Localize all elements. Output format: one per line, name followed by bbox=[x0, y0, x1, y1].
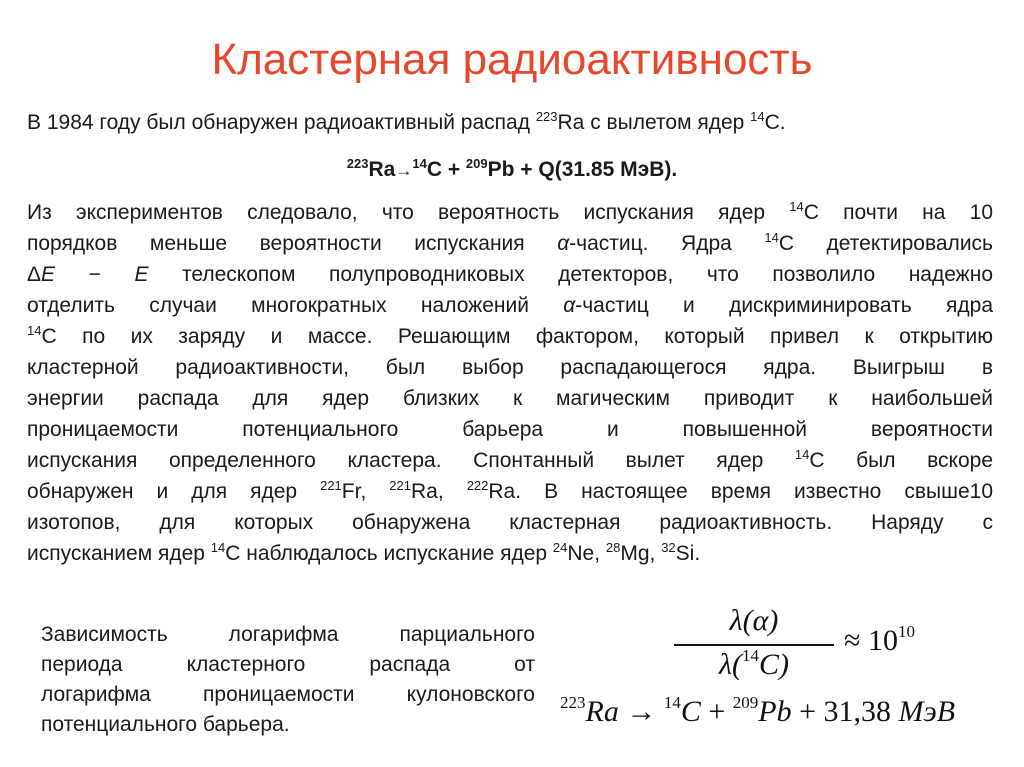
text: Si. bbox=[675, 542, 701, 565]
paragraph-line: изотопов, для которых обнаружена кластерная радиоактивность. Наряду с bbox=[27, 511, 993, 534]
mass-number: 14 bbox=[764, 230, 779, 245]
mass-number: 221 bbox=[320, 478, 342, 493]
energy-symbol: E bbox=[134, 263, 149, 286]
text: Ra, bbox=[411, 480, 467, 503]
text: C почти на 10 bbox=[803, 201, 993, 224]
text: обнаружен и для ядер bbox=[27, 480, 321, 503]
text: C) bbox=[758, 648, 789, 681]
text: λ( bbox=[719, 648, 742, 681]
text: Δ bbox=[27, 263, 42, 286]
text: отделить случаи многократных наложений bbox=[27, 294, 564, 317]
slide-title: Кластерная радиоактивность bbox=[211, 35, 813, 84]
text: МэВ bbox=[898, 695, 956, 728]
reaction-text: Pb + Q(31.85 МэВ). bbox=[487, 158, 678, 181]
text: Fr, bbox=[341, 480, 390, 503]
paragraph-line bbox=[27, 321, 993, 352]
mass-number: 209 bbox=[465, 156, 488, 171]
caption-line: периода кластерного распада от bbox=[41, 653, 535, 676]
mass-number: 223 bbox=[535, 109, 558, 124]
arrow-icon: → bbox=[395, 161, 413, 180]
paragraph-line: энергии распада для ядер близких к магическим приводит к наибольшей bbox=[27, 387, 993, 410]
text: C детектировались bbox=[778, 232, 993, 255]
text: ≈ 10 bbox=[844, 624, 898, 657]
body-paragraph bbox=[27, 197, 993, 569]
alpha-symbol: α bbox=[557, 232, 570, 255]
caption-line: потенциального барьера. bbox=[41, 713, 290, 736]
mass-number: 223 bbox=[346, 156, 369, 171]
paragraph-line: кластерной радиоактивности, был выбор распадающегося ядра. Выигрыш в bbox=[27, 356, 993, 379]
mass-number: 222 bbox=[466, 478, 489, 493]
paragraph-line bbox=[27, 445, 993, 476]
mass-number: 24 bbox=[552, 540, 568, 555]
decay-reaction bbox=[0, 155, 1024, 186]
text: C был вскоре bbox=[809, 449, 993, 472]
text: испусканием ядер bbox=[27, 542, 211, 565]
text: + bbox=[700, 695, 733, 728]
text: C по их заряду и массе. Решающим фактором, который привел к открытию bbox=[41, 325, 993, 348]
caption-line: Зависимость логарифма парциального bbox=[41, 623, 535, 646]
exponent: 10 bbox=[897, 622, 915, 641]
ratio-value bbox=[844, 624, 915, 658]
paragraph-line bbox=[27, 228, 993, 259]
intro-text: Ra с вылетом ядер bbox=[557, 111, 751, 134]
intro-text: В 1984 году был обнаружен радиоактивный распад bbox=[27, 111, 536, 134]
ratio-numerator: λ(α) bbox=[729, 604, 779, 637]
ratio-denominator bbox=[670, 648, 838, 682]
decay-equation bbox=[560, 694, 955, 730]
mass-number: 14 bbox=[789, 199, 804, 214]
mass-number: 221 bbox=[389, 478, 411, 493]
mass-number: 28 bbox=[605, 540, 621, 555]
intro-sentence bbox=[27, 108, 997, 138]
mass-number: 14 bbox=[663, 693, 681, 712]
text: -частиц и дискриминировать ядра bbox=[575, 294, 993, 317]
reaction-text: C + bbox=[426, 158, 466, 181]
energy-symbol: E bbox=[41, 263, 56, 286]
arrow-icon: → bbox=[618, 695, 664, 728]
alpha-symbol: α bbox=[563, 294, 576, 317]
reaction-text: Ra bbox=[368, 158, 396, 181]
formula-block bbox=[560, 600, 1000, 740]
mass-number: 14 bbox=[750, 109, 765, 124]
figure-caption bbox=[41, 620, 535, 740]
paragraph-line bbox=[27, 538, 993, 569]
paragraph-line bbox=[27, 197, 993, 228]
intro-text: C. bbox=[764, 111, 786, 134]
text: Ne, bbox=[567, 542, 606, 565]
text: Pb bbox=[758, 695, 792, 728]
text: Ra bbox=[585, 695, 619, 728]
caption-line: логарифма проницаемости кулоновского bbox=[41, 683, 535, 706]
text: Из экспериментов следовало, что вероятность испускания ядер bbox=[27, 201, 790, 224]
mass-number: 14 bbox=[27, 323, 42, 338]
mass-number: 14 bbox=[794, 447, 810, 462]
mass-number: 32 bbox=[661, 540, 676, 555]
text: испускания определенного кластера. Спонтанный вылет ядер bbox=[27, 449, 795, 472]
mass-number: 14 bbox=[210, 540, 226, 555]
text: C bbox=[680, 695, 701, 728]
text: порядков меньше вероятности испускания bbox=[27, 232, 558, 255]
text: Mg, bbox=[620, 542, 662, 565]
paragraph-line bbox=[27, 476, 993, 507]
mass-number: 14 bbox=[741, 646, 759, 665]
mass-number: 223 bbox=[560, 693, 586, 712]
text: Ra. В настоящее время известно свыше10 bbox=[488, 480, 993, 503]
text: -частиц. Ядра bbox=[569, 232, 765, 255]
mass-number: 209 bbox=[732, 693, 759, 712]
mass-number: 14 bbox=[412, 156, 427, 171]
text: C наблюдалось испускание ядер bbox=[225, 542, 553, 565]
paragraph-line: проницаемости потенциального барьера и повышенной вероятности bbox=[27, 418, 993, 441]
text: + 31,38 bbox=[791, 695, 899, 728]
paragraph-line bbox=[27, 290, 993, 321]
text: − bbox=[55, 263, 135, 286]
paragraph-line bbox=[27, 259, 993, 290]
text: телескопом полупроводниковых детекторов, что позволило надежно bbox=[148, 263, 993, 286]
